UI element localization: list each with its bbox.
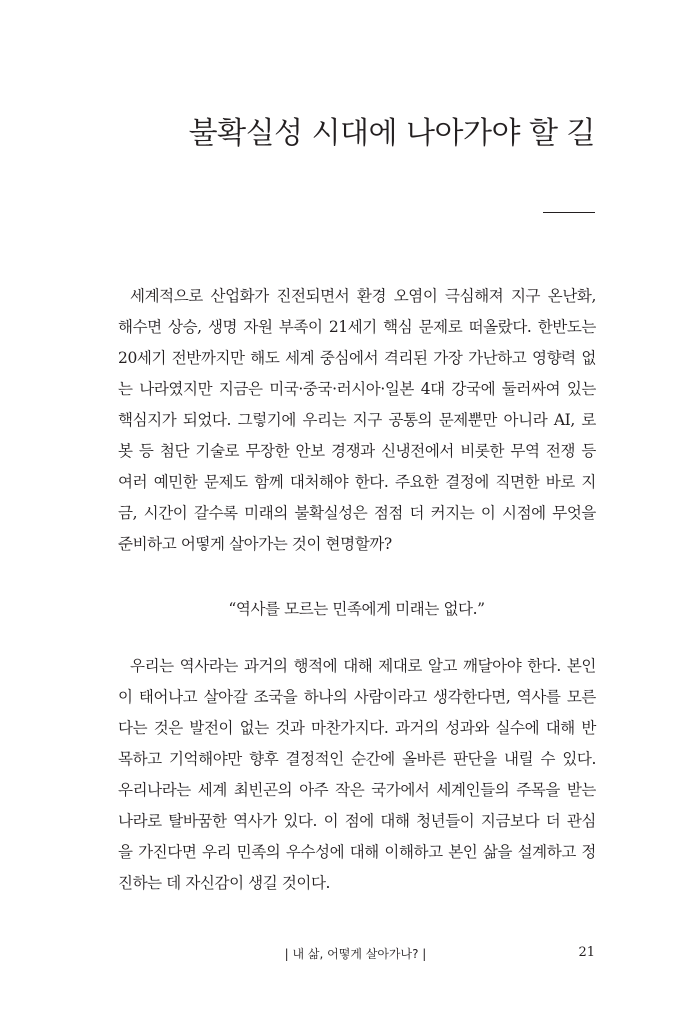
text-line: 진하는 데 자신감이 생길 것이다. bbox=[118, 874, 331, 892]
text-line: 우리나라는 세계 최빈곤의 아주 작은 국가에서 세계인들의 주목을 받는 bbox=[118, 781, 596, 799]
text-line: 나라로 탈바꿈한 역사가 있다. 이 점에 대해 청년들이 지금보다 더 관심 bbox=[118, 812, 596, 830]
title-underline bbox=[543, 212, 595, 213]
quote: “역사를 모르는 민족에게 미래는 없다.” bbox=[228, 600, 485, 618]
text-line: 20세기 전반까지만 해도 세계 중심에서 격리된 가장 가난하고 영향력 없 bbox=[118, 349, 596, 367]
running-footer-title: | 내 삶, 어떻게 살아가나? | bbox=[284, 947, 427, 961]
text-line: 여러 예민한 문제도 함께 대처해야 한다. 주요한 결정에 직면한 바로 지 bbox=[118, 473, 596, 491]
text-line: 다는 것은 발전이 없는 것과 마찬가지다. 과거의 성과와 실수에 대해 반 bbox=[118, 719, 596, 737]
page-number: 21 bbox=[578, 945, 595, 960]
text-line: 목하고 기억해야만 향후 결정적인 순간에 올바른 판단을 내릴 수 있다. bbox=[118, 750, 596, 768]
text-line: 봇 등 첨단 기술로 무장한 안보 경쟁과 신냉전에서 비롯한 무역 전쟁 등 bbox=[118, 442, 596, 460]
text-line: 우리는 역사라는 과거의 행적에 대해 제대로 알고 깨달아야 한다. 본인 bbox=[130, 657, 596, 675]
chapter-title: 불확실성 시대에 나아가야 할 길 bbox=[188, 116, 595, 151]
text-line: 세계적으로 산업화가 진전되면서 환경 오염이 극심해져 지구 온난화, bbox=[130, 287, 596, 305]
text-line: 을 가진다면 우리 민족의 우수성에 대해 이해하고 본인 삶을 설계하고 정 bbox=[118, 843, 596, 861]
text-line: 이 태어나고 살아갈 조국을 하나의 사람이라고 생각한다면, 역사를 모른 bbox=[118, 688, 596, 706]
text-line: 준비하고 어떻게 살아가는 것이 현명할까? bbox=[118, 535, 392, 553]
text-line: 핵심지가 되었다. 그렇기에 우리는 지구 공통의 문제뿐만 아니라 AI, 로 bbox=[118, 411, 596, 429]
text-line: 금, 시간이 갈수록 미래의 불확실성은 점점 더 커지는 이 시점에 무엇을 bbox=[118, 504, 596, 522]
text-line: 해수면 상승, 생명 자원 부족이 21세기 핵심 문제로 떠올랐다. 한반도는 bbox=[118, 318, 596, 336]
text-line: 는 나라였지만 지금은 미국·중국·러시아·일본 4대 강국에 둘러싸여 있는 bbox=[118, 380, 596, 398]
